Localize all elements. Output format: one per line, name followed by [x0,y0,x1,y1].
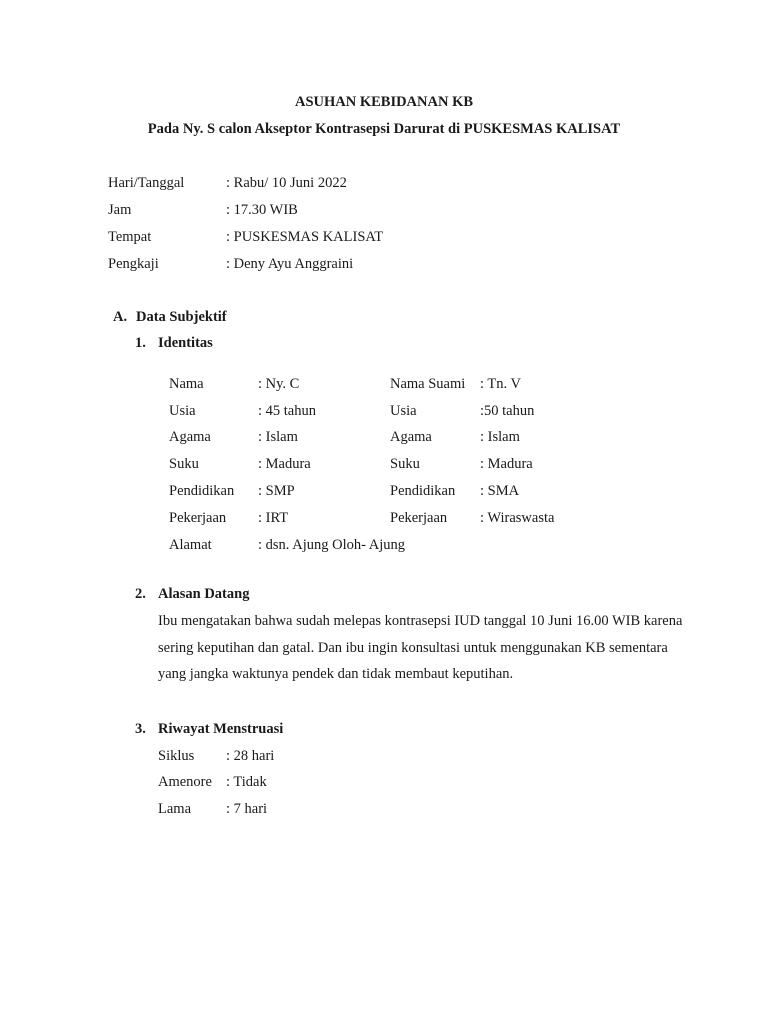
alasan-title: Alasan Datang [158,586,250,602]
header-label-time: Jam [108,202,132,218]
menstruasi-label: Siklus [158,748,195,764]
identitas-value-suami: : Islam [480,429,520,445]
identitas-label-suami: Suku [390,456,420,472]
identitas-title: Identitas [158,335,213,351]
document-subtitle: Pada Ny. S calon Akseptor Kontrasepsi Darurat di PUSKESMAS KALISAT [147,121,621,137]
identitas-label: Suku [169,456,199,472]
header-value-date: : Rabu/ 10 Juni 2022 [226,175,347,191]
section-a-title: Data Subjektif [136,309,227,325]
alasan-marker: 2. [135,586,146,602]
identitas-value: : Islam [258,429,298,445]
identitas-value: : 45 tahun [258,403,316,419]
identitas-value-suami: : Madura [480,456,533,472]
identitas-label: Alamat [169,537,212,553]
identitas-label-suami: Nama Suami [390,376,466,392]
identitas-value: : Madura [258,456,311,472]
identitas-label: Agama [169,429,211,445]
identitas-marker: 1. [135,335,146,351]
header-value-place: : PUSKESMAS KALISAT [226,229,384,245]
identitas-value-suami: :50 tahun [480,403,535,419]
identitas-value-suami: : Wiraswasta [480,510,555,526]
header-value-time: : 17.30 WIB [226,202,298,218]
identitas-value: : IRT [258,510,289,526]
header-label-place: Tempat [108,229,152,245]
identitas-label: Pendidikan [169,483,235,499]
identitas-label: Usia [169,403,196,419]
identitas-label-suami: Pekerjaan [390,510,448,526]
header-label-assessor: Pengkaji [108,256,159,272]
identitas-value-suami: : SMA [480,483,520,499]
menstruasi-marker: 3. [135,721,146,737]
menstruasi-value: : 7 hari [226,801,268,817]
identitas-label-suami: Pendidikan [390,483,456,499]
identitas-label: Nama [169,376,204,392]
identitas-value-suami: : Tn. V [480,376,521,392]
header-label-date: Hari/Tanggal [108,175,185,191]
menstruasi-value: : Tidak [226,774,267,790]
identitas-label: Pekerjaan [169,510,227,526]
document-title: ASUHAN KEBIDANAN KB [294,94,474,110]
menstruasi-title: Riwayat Menstruasi [158,721,284,737]
identitas-value: : SMP [258,483,295,499]
section-a-marker: A. [113,309,128,325]
alasan-paragraph: Ibu mengatakan bahwa sudah melepas kontrasepsi IUD tanggal 10 Juni 16.00 WIB karena sering keputihan dan gatal. Dan ibu ingin konsultasi untuk menggunakan KB sementara yang jangka waktunya pendek dan tidak membaut keputihan. [158,613,683,682]
menstruasi-label: Lama [158,801,192,817]
identitas-value: : dsn. Ajung Oloh- Ajung [258,537,406,553]
header-value-assessor: : Deny Ayu Anggraini [226,256,354,272]
identitas-label-suami: Agama [390,429,432,445]
identitas-label-suami: Usia [390,403,417,419]
menstruasi-value: : 28 hari [226,748,275,764]
identitas-value: : Ny. C [258,376,300,392]
menstruasi-label: Amenore [158,774,212,790]
